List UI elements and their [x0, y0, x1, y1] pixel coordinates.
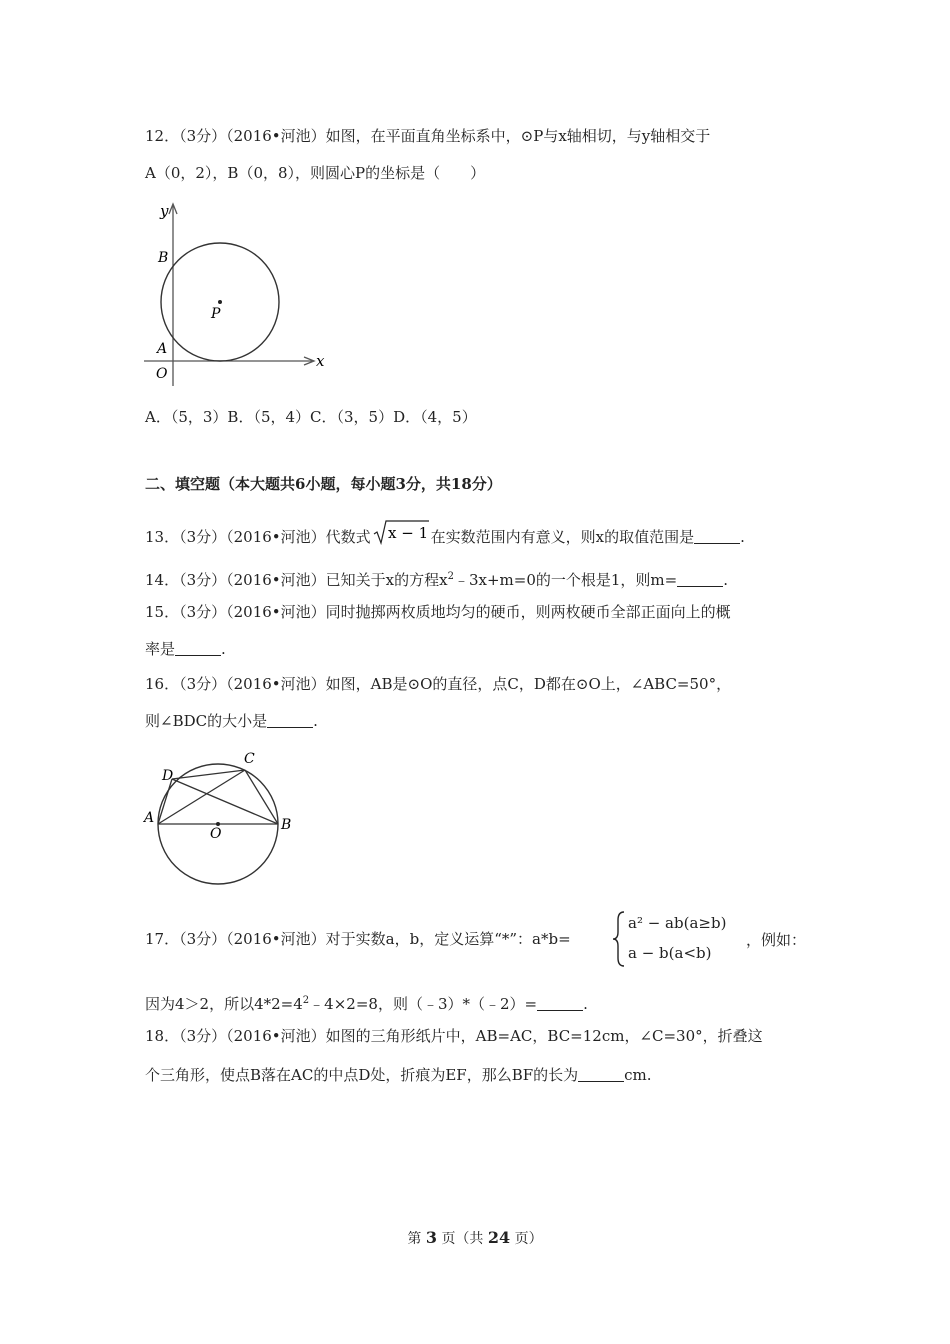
- q15-line1: 15．（3分）（2016•河池）同时抛掷两枚质地均匀的硬币，则两枚硬币全部正面向上的概: [145, 603, 731, 621]
- q17-case1: a² − ab(a≥b): [628, 914, 727, 932]
- q16-end: .: [313, 712, 318, 730]
- q17-suffix: ，例如：: [746, 931, 807, 949]
- q18-blank: [578, 1066, 624, 1082]
- q16-label-D: D: [162, 768, 174, 784]
- footer-mid: 页（共: [441, 1231, 484, 1247]
- q15-text: 率是: [145, 640, 176, 658]
- q12-label-B: B: [158, 250, 169, 266]
- page-footer: [0, 1228, 950, 1248]
- q14: [145, 567, 728, 590]
- q16-label-B: B: [281, 817, 292, 833]
- q18-text: 个三角形，使点B落在AC的中点D处，折痕为EF，那么BF的长为: [145, 1066, 579, 1084]
- q17-line2-sup: 2: [302, 995, 310, 1006]
- q14-end: .: [723, 571, 728, 589]
- q14-prefix: 14．（3分）（2016•河池）已知关于x的方程x: [145, 571, 448, 589]
- q12-line1: 12．（3分）（2016•河池）如图，在平面直角坐标系中，⊙P与x轴相切，与y轴相交于: [145, 127, 711, 145]
- q17-blank: [537, 995, 583, 1011]
- q12-label-O: O: [156, 366, 168, 382]
- q16-line2: [145, 711, 318, 731]
- q15-end: .: [221, 640, 226, 658]
- q13-suffix: 在实数范围内有意义，则x的取值范围是: [430, 528, 695, 546]
- q13-radicand: x − 1: [387, 524, 428, 542]
- footer-page: 3: [425, 1228, 437, 1247]
- q16-label-A: A: [144, 810, 155, 826]
- q17-end: .: [583, 995, 588, 1013]
- q12-line2: A（0，2），B（0，8），则圆心P的坐标是（ ）: [145, 164, 486, 182]
- q12-label-x: x: [316, 352, 325, 370]
- q17-line2-a: 因为4＞2，所以4*2=4: [145, 995, 303, 1013]
- q17-line2-b: ﹣4×2=8，则（﹣3）*（﹣2）=: [309, 995, 538, 1013]
- q17-brace: [612, 910, 626, 968]
- q14-blank: [677, 571, 723, 587]
- q14-suffix: ﹣3x+m=0的一个根是1，则m=: [453, 571, 678, 589]
- q15-blank: [175, 640, 221, 656]
- q16-figure: [140, 748, 310, 888]
- q13: [145, 519, 745, 547]
- q13-prefix: 13．（3分）（2016•河池）代数式: [145, 528, 371, 546]
- q12-label-A: A: [157, 341, 168, 357]
- q16-text: 则∠BDC的大小是: [145, 712, 268, 730]
- q12-label-y: y: [160, 202, 169, 220]
- q16-label-C: C: [244, 751, 255, 767]
- q13-sqrt: [373, 519, 429, 545]
- q16-label-O: O: [210, 826, 222, 842]
- q18-end: cm.: [624, 1066, 652, 1084]
- q15-line2: [145, 639, 226, 659]
- q16-line1: 16．（3分）（2016•河池）如图，AB是⊙O的直径，点C，D都在⊙O上，∠ABC=50°，: [145, 675, 732, 693]
- q18-line1: 18．（3分）（2016•河池）如图的三角形纸片中，AB=AC，BC=12cm，∠C=30°，折叠这: [145, 1027, 763, 1045]
- q16-blank: [267, 712, 313, 728]
- q17-line2: [145, 991, 588, 1014]
- q18-line2: [145, 1065, 652, 1085]
- footer-pre: 第: [407, 1231, 422, 1247]
- q14-sup: 2: [447, 571, 454, 582]
- q13-end: .: [740, 528, 745, 546]
- footer-post: 页）: [514, 1231, 543, 1247]
- q12-options: A．（5，3）B．（5，4）C．（3，5）D．（4，5）: [145, 408, 477, 426]
- q13-blank: [694, 528, 740, 544]
- q12-label-P: P: [211, 306, 221, 322]
- q17-case2: a − b(a<b): [628, 944, 712, 962]
- footer-total: 24: [487, 1228, 511, 1247]
- section2-title: 二、填空题（本大题共6小题，每小题3分，共18分）: [145, 475, 502, 493]
- q17-prefix: 17．（3分）（2016•河池）对于实数a，b，定义运算“*”：a*b=: [145, 930, 571, 948]
- q12-figure: [140, 196, 340, 392]
